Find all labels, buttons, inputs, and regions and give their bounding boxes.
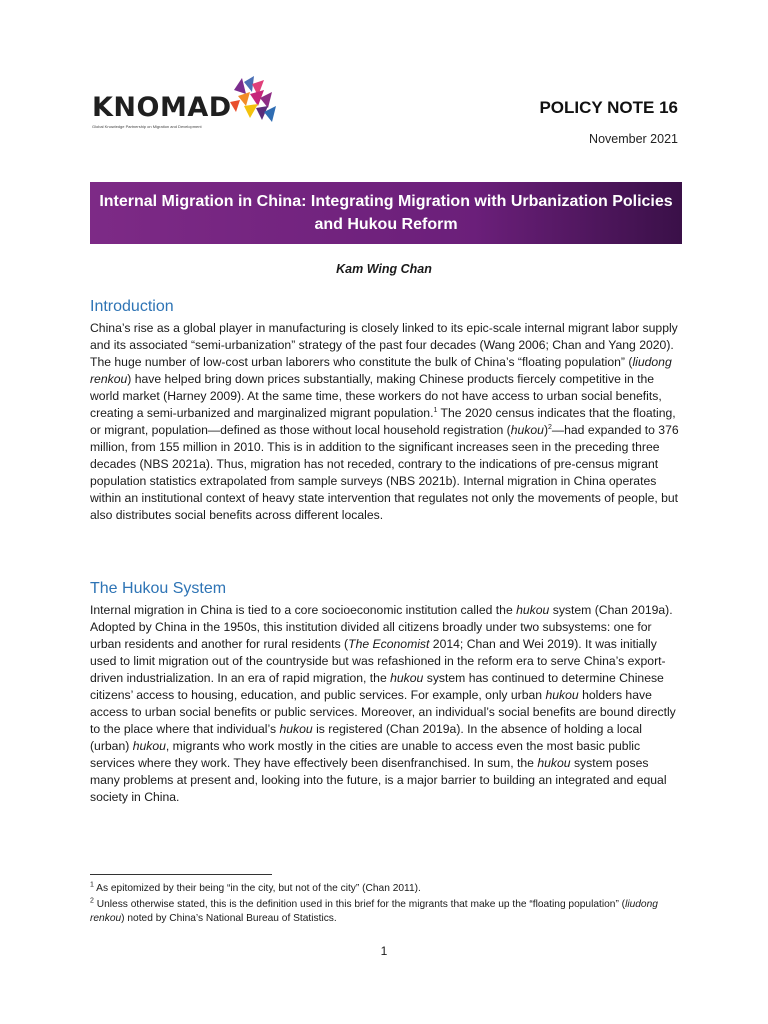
logo-wordmark: KNOMAD: [92, 92, 232, 123]
title-line-1: Internal Migration in China: Integrating Migration with Urbanization Policies: [99, 193, 673, 210]
logo-tagline: Global Knowledge Partnership on Migration and Development: [92, 124, 202, 129]
policy-note-label: POLICY NOTE 16: [539, 98, 678, 117]
page-number: 1: [380, 944, 388, 958]
footnote-2: $^2$ Unless otherwise stated, this is the definition used in this brief for the migrants that make up the “floating population” (liudong renkou) noted by China’s National Bureau of Statistics.: [90, 897, 658, 924]
butterfly-logo-icon: [224, 76, 294, 132]
footnote-ref-1: 1: [433, 406, 438, 414]
section-heading-hukou-system: The Hukou System: [90, 580, 227, 597]
publication-date: November 2021: [589, 132, 678, 146]
author-name: Kam Wing Chan: [336, 262, 432, 276]
introduction-paragraph: China’s rise as a global player in manufacturing is closely linked to its epic-scale internal migrant labor supply and its associated “semi-urbanization” strategy of the past four decades (Wang 2006; Chan and Yang 2020). The huge number of low-cost urban laborers who constitute the bulk of China’s “floating population” (liudong renkou) have helped bring down prices substantially, making Chinese products fiercely competitive in the world market (Harney 2009). At the same time, these workers do not have access to urban social benefits, creating a semi-urbanized and marginalized migrant population.$^1$ The 2020 census indicates that the floating, or migrant, population—defined as those without local household registration (hukou)$^2$—had expanded to 376 million, from 155 million in 2010. This is in addition to the significant increases seen in the preceding three decades (NBS 2021a). Thus, migration has not receded, contrary to the indications of pre-census migrant population statistics extrapolated from sample surveys (NBS 2021b). Internal migration in China operates within an institutional context of heavy state intervention that regulates not only the movements of people, but also distributes social benefits across different locales.: [90, 321, 679, 522]
title-line-2: and Hukou Reform: [314, 216, 458, 233]
title-banner: [90, 182, 682, 244]
footnote-divider: [90, 874, 272, 875]
section-heading-introduction: Introduction: [90, 298, 174, 315]
footnote-1: $^1$ As epitomized by their being “in the city, but not of the city” (Chan 2011).: [90, 881, 421, 894]
knomad-logo: [92, 76, 292, 132]
hukou-system-paragraph: Internal migration in China is tied to a core socioeconomic institution called the hukou system (Chan 2019a). Adopted by China in the 1950s, this institution divided all citizens broadly under two subsystems: one for urban residents and another for rural residents (The Economist 2014; Chan and Wei 2019). It was initially used to limit migration out of the countryside but was refashioned in the reform era to serve China’s export-driven industrialization. In an era of rapid migration, the hukou system has continued to determine Chinese citizens’ access to housing, education, and public services. For example, only urban hukou holders have access to urban social benefits or public services. Moreover, an individual’s social benefits are bound directly to the place where that individual’s hukou is registered (Chan 2019a). In the absence of holding a local (urban) hukou, migrants who work mostly in the cities are unable to access even the most basic public services where they work. They have effectively been disenfranchised. In sum, the hukou system poses many problems at present and, looking into the future, is a major barrier to building an integrated and equal society in China.: [90, 603, 676, 804]
footnote-ref-2: 2: [548, 423, 552, 431]
